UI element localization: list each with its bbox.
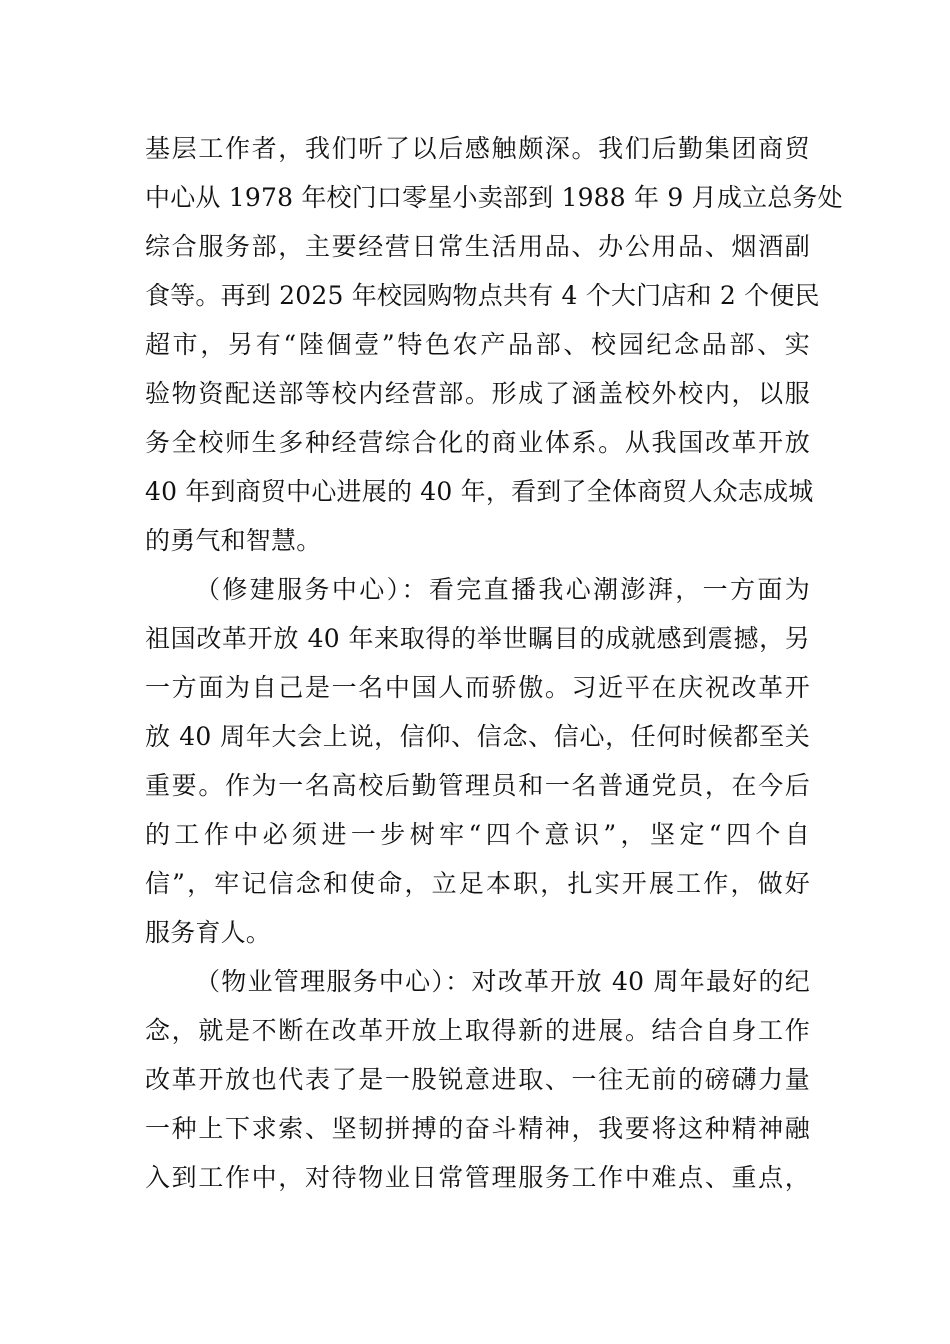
text-line: 的工作中必须进一步树牢“四个意识”，坚定“四个自 (145, 820, 810, 849)
paragraph-first-line: （物业管理服务中心）：对改革开放 40 周年最好的纪 (195, 967, 810, 996)
text-line: 40 年到商贸中心进展的 40 年，看到了全体商贸人众志成城 (145, 477, 814, 506)
text-line: 基层工作者，我们听了以后感触颇深。我们后勤集团商贸 (145, 134, 810, 163)
text-line: 重要。作为一名高校后勤管理员和一名普通党员，在今后 (145, 771, 810, 800)
text-line: 食等。再到 2025 年校园购物点共有 4 个大门店和 2 个便民 (145, 281, 820, 310)
text-line: 祖国改革开放 40 年来取得的举世瞩目的成就感到震撼，另 (145, 624, 810, 653)
body-text (145, 124, 843, 1202)
text-line: 信”，牢记信念和使命，立足本职，扎实开展工作，做好 (145, 869, 810, 898)
text-line: 务全校师生多种经营综合化的商业体系。从我国改革开放 (145, 428, 810, 457)
text-line: 念，就是不断在改革开放上取得新的进展。结合自身工作 (145, 1016, 810, 1045)
text-line: 一种上下求索、坚韧拼搏的奋斗精神，我要将这种精神融 (145, 1114, 810, 1143)
text-line: 验物资配送部等校内经营部。形成了涵盖校外校内，以服 (145, 379, 810, 408)
text-line: 中心从 1978 年校门口零星小卖部到 1988 年 9 月成立总务处 (145, 183, 843, 212)
paragraph-first-line: （修建服务中心）：看完直播我心潮澎湃，一方面为 (195, 575, 810, 604)
text-line: 服务育人。 (145, 918, 272, 947)
text-line: 改革开放也代表了是一股锐意进取、一往无前的磅礴力量 (145, 1065, 810, 1094)
text-line: 的勇气和智慧。 (145, 526, 322, 555)
text-line: 超市，另有“陸個壹”特色农产品部、校园纪念品部、实 (145, 330, 810, 359)
text-line: 一方面为自己是一名中国人而骄傲。习近平在庆祝改革开 (145, 673, 810, 702)
text-line: 放 40 周年大会上说，信仰、信念、信心，任何时候都至关 (145, 722, 810, 751)
text-line: 综合服务部，主要经营日常生活用品、办公用品、烟酒副 (145, 232, 810, 261)
text-line: 入到工作中，对待物业日常管理服务工作中难点、重点， (145, 1163, 810, 1192)
